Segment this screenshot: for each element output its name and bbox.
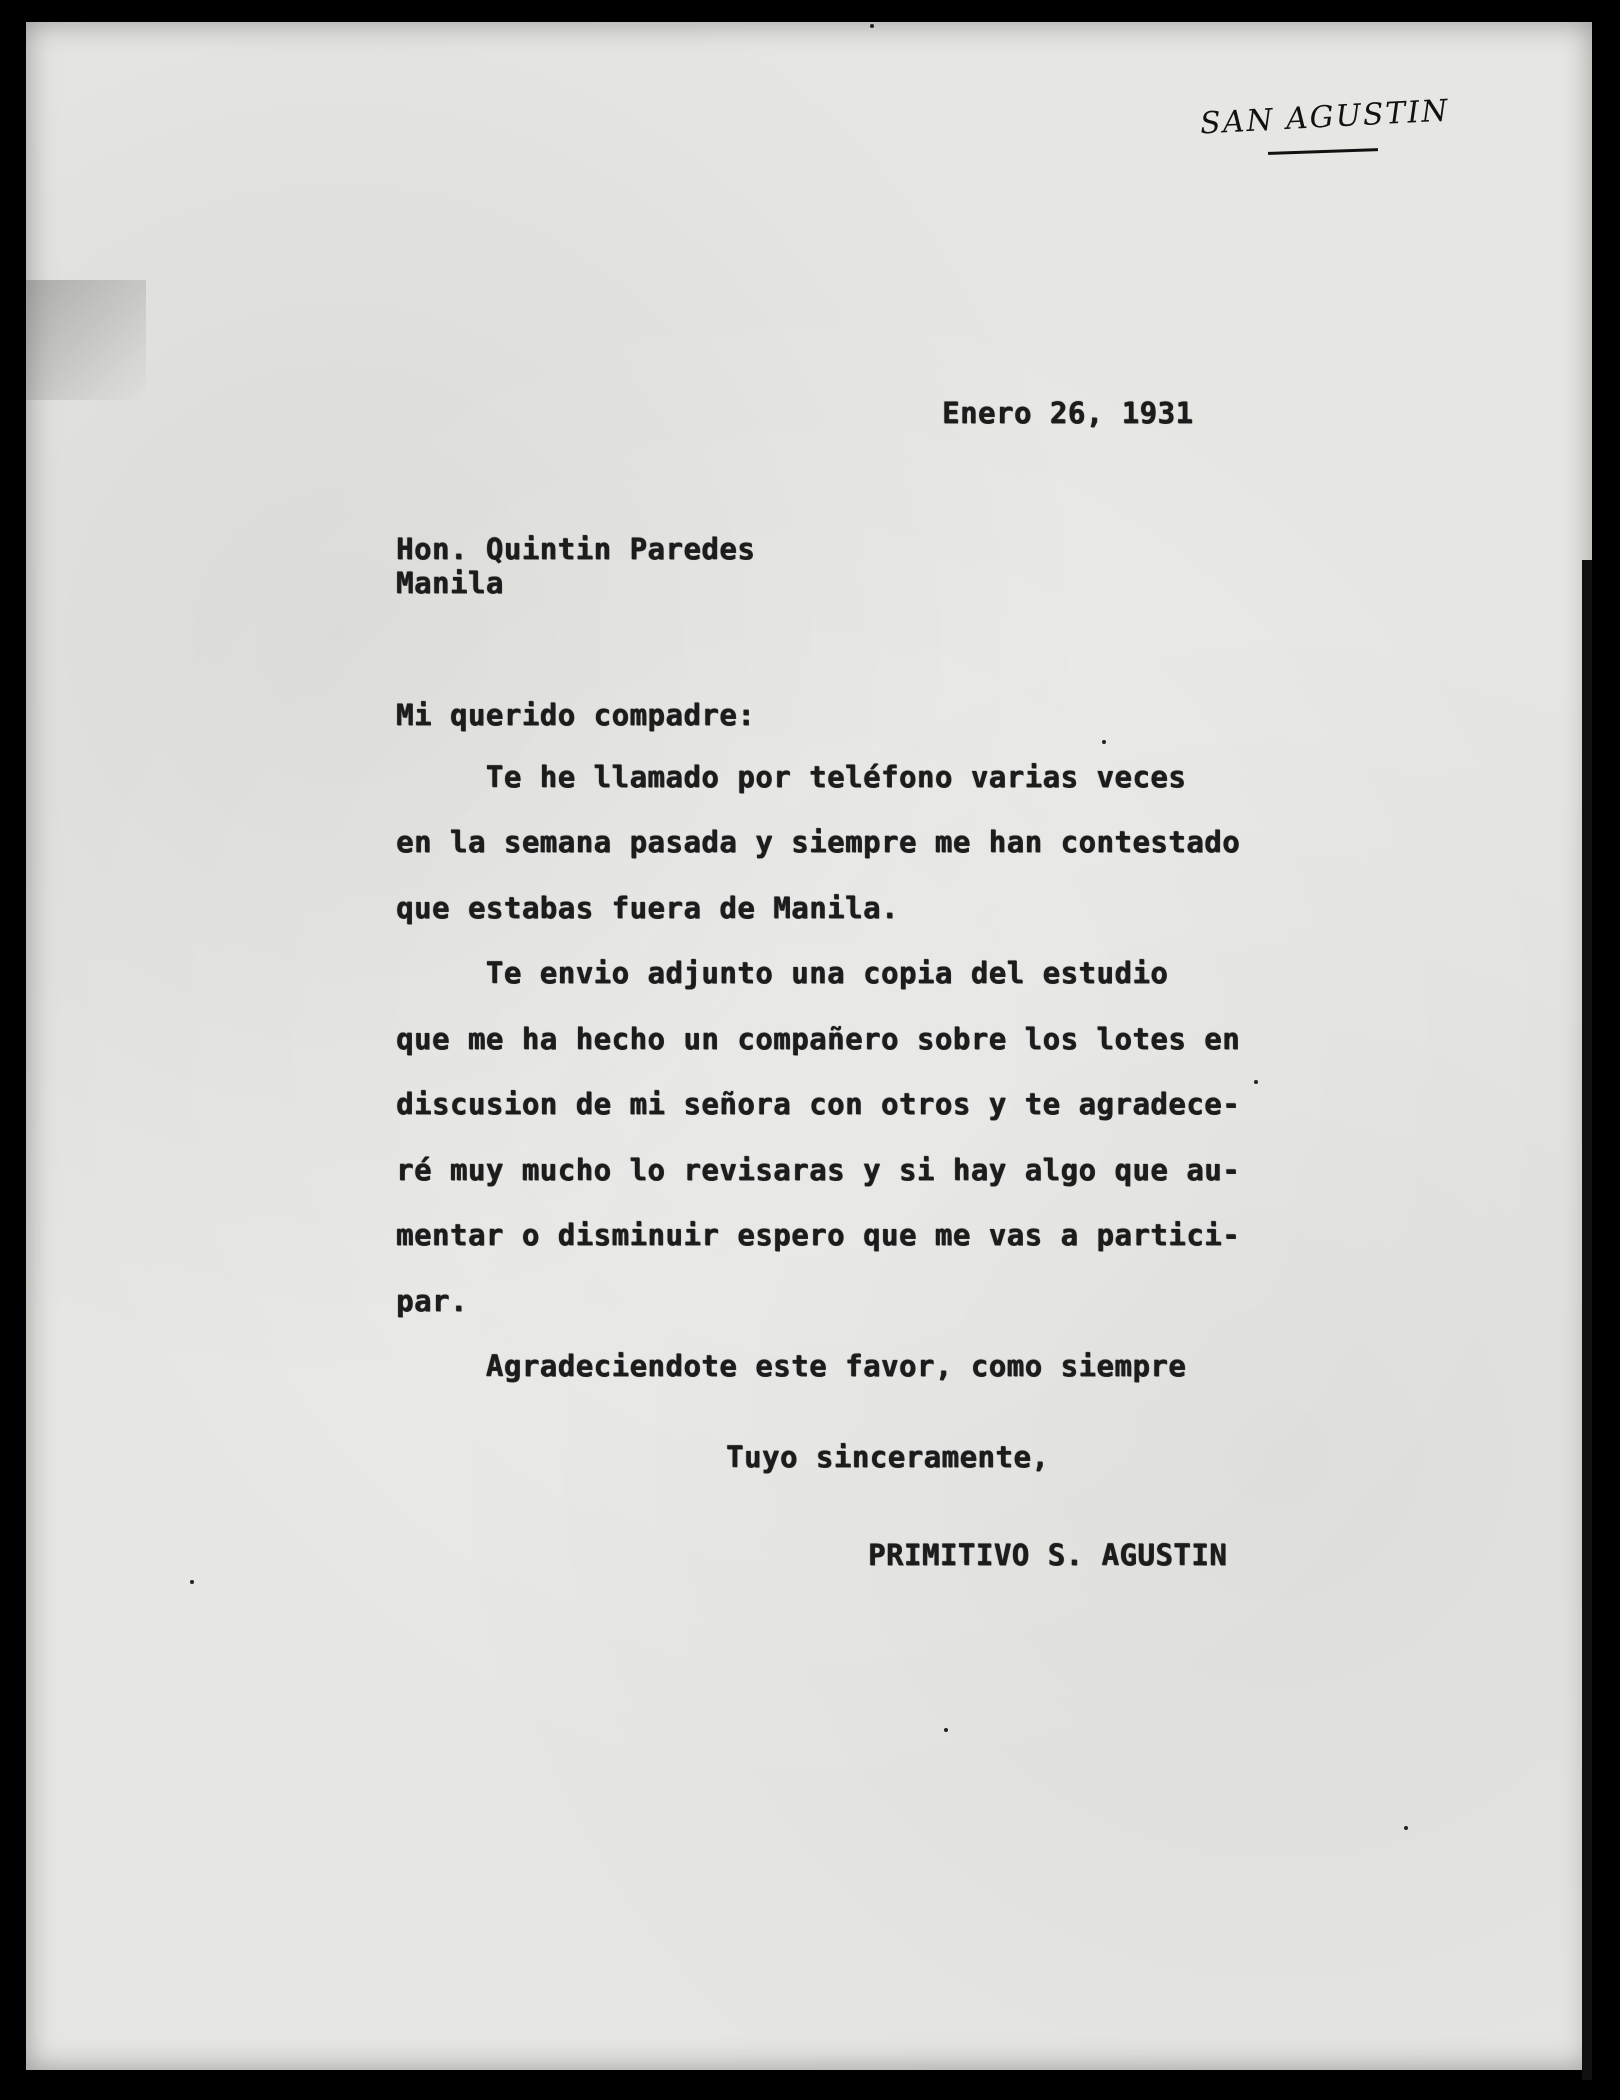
handwritten-annotation: SAN AGUSTIN [1199,93,1451,142]
body-line: en la semana pasada y siempre me han contestado [396,825,1241,859]
right-page-edge [1582,560,1592,2080]
recipient-name: Hon. Quintin Paredes [396,532,756,566]
body-line: que estabas fuera de Manila. [396,891,899,925]
body-line: Agradeciendote este favor, como siempre [396,1349,1187,1383]
body-line: Te he llamado por teléfono varias veces [396,760,1187,794]
speck [870,24,874,28]
body-line: que me ha hecho un compañero sobre los lotes en [396,1022,1241,1056]
speck [1254,1080,1258,1084]
salutation: Mi querido compadre: [396,698,756,732]
recipient-city: Manila [396,566,504,600]
speck [944,1728,948,1732]
body-line: par. [396,1284,468,1318]
speck [190,1580,194,1584]
body-line: mentar o disminuir espero que me vas a partici- [396,1218,1241,1252]
speck [1102,740,1106,744]
body-line: Te envio adjunto una copia del estudio [396,956,1169,990]
letter-date: Enero 26, 1931 [942,396,1194,430]
torn-corner-mark [26,280,146,400]
body-line: discusion de mi señora con otros y te agradece- [396,1087,1241,1121]
speck [1404,1826,1408,1830]
signature-name: PRIMITIVO S. AGUSTIN [868,1538,1228,1572]
body-line: ré muy mucho lo revisaras y si hay algo que au- [396,1153,1241,1187]
closing: Tuyo sinceramente, [726,1440,1050,1474]
